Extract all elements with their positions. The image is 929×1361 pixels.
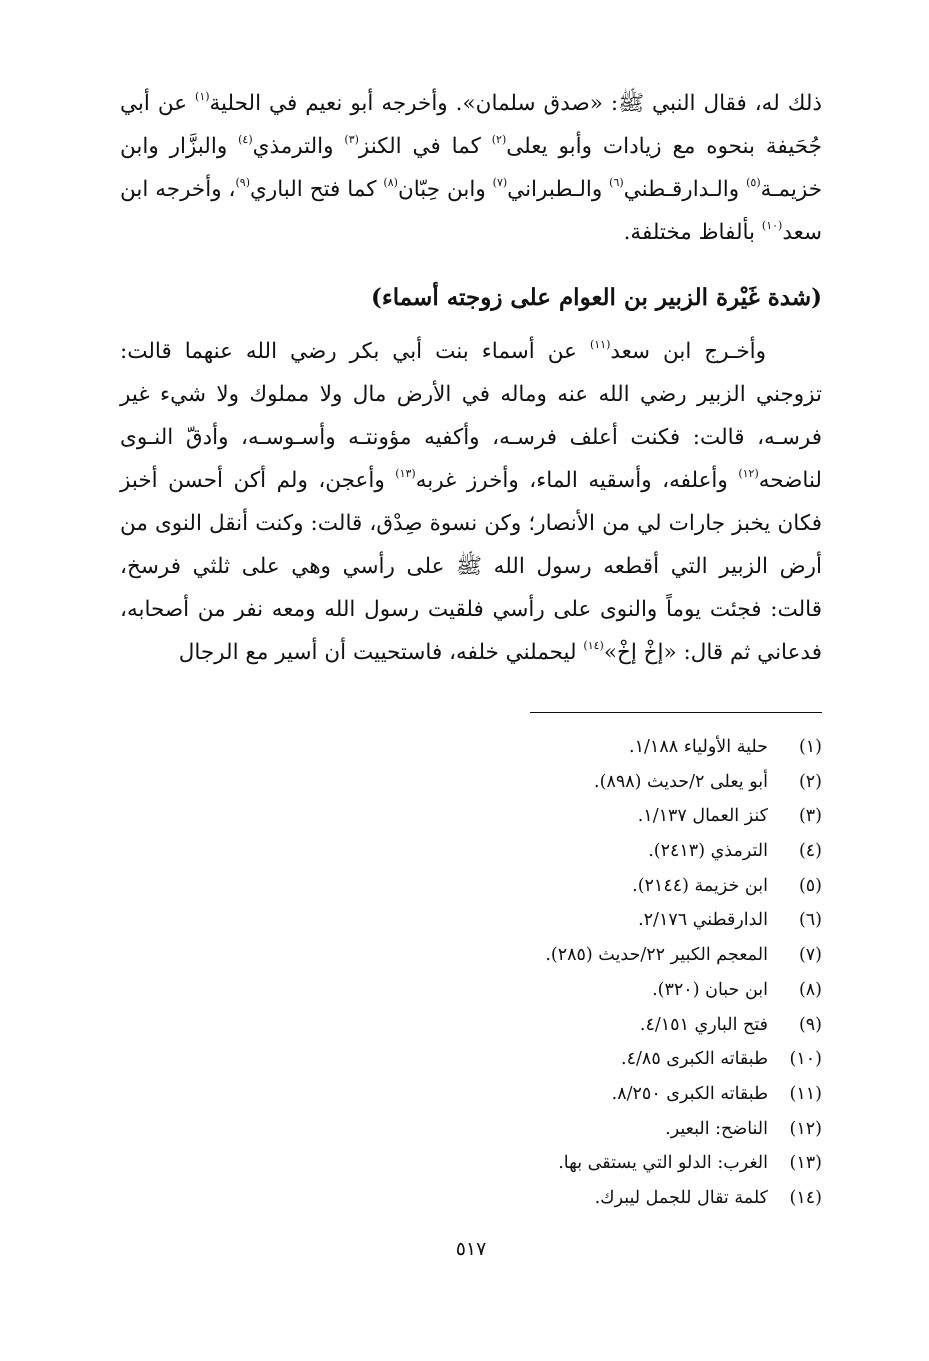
footnote-number: (١) — [798, 737, 822, 757]
footnote-item — [120, 765, 822, 800]
main-text — [120, 82, 822, 674]
footnote-number: (٤) — [798, 841, 822, 862]
footnote-number: (١١) — [789, 1083, 822, 1104]
book-page — [120, 82, 822, 1302]
footnote-item — [120, 1042, 822, 1077]
text-run: وأعجن، ولم أكن أحسن أخبز فكان يخبز جارات لي من الأنصار؛ وكن نسوة صِدْق، قالت: وكنت أنقل النوى من أرض الزبير التي أقطعه رسول الله ﷺ على رأسي وهي على ثلثي فرسخ، قالت: فجئت يوماً والنوى على رأسي فلقيت رسول الله ومعه نفر من أصحابه، فدعاني ثم قال: «إخْ إخْ» — [120, 468, 822, 665]
footnote-text: الناضح: البعير. — [665, 1118, 768, 1139]
footnote-item — [120, 799, 822, 834]
footnote-ref-13: (١٣) — [395, 467, 416, 480]
footnote-number: (١٢) — [789, 1118, 822, 1139]
footnote-ref-5: (٥) — [746, 176, 761, 189]
footnote-number: (٢) — [798, 771, 822, 792]
footnote-ref-3: (٣) — [344, 133, 359, 146]
footnote-item — [120, 834, 822, 869]
footnote-ref-7: (٧) — [492, 176, 508, 189]
footnote-item — [120, 1146, 822, 1181]
text-run: ذلك له، فقال النبي ﷺ: «صدق سلمان». وأخرجه أبو نعيم في الحلية — [209, 91, 822, 116]
footnote-ref-2: (٢) — [491, 133, 507, 146]
footnote-text: ابن خزيمة (٢١٤٤). — [632, 875, 768, 896]
footnote-text: الغرب: الدلو التي يستقى بها. — [558, 1153, 768, 1174]
footnote-ref-6: (٦) — [609, 176, 624, 189]
footnote-number: (٦) — [798, 910, 822, 931]
footnote-text: أبو يعلى ٢/حديث (٨٩٨). — [594, 771, 768, 792]
footnote-number: (٥) — [798, 875, 822, 896]
footnote-item — [120, 903, 822, 938]
text-run: عن أسماء بنت أبي بكر رضي الله عنهما قالت: تزوجني الزبير رضي الله عنه وماله في الأرض مال ولا مملوك ولا شيء غير فرسـه، قالت: فكنت أعلف فرسـه، وأكفيه مؤونتـه وأسـوسـه، وأدقّ النـوى لناضحه — [120, 339, 822, 493]
footnotes-list — [120, 730, 822, 1216]
footnote-item — [120, 1008, 822, 1043]
footnote-separator — [530, 712, 822, 713]
footnote-text: فتح الباري ٤/١٥١. — [639, 1014, 768, 1035]
text-run: وابن حِبّان — [397, 177, 493, 202]
text-run: ، وأخرجه ابن سعد — [120, 177, 822, 245]
paragraph-1 — [120, 82, 822, 254]
text-run: وأخـرج ابن سعد — [610, 339, 766, 364]
page-number: ٥١٧ — [455, 1238, 487, 1260]
footnote-text: طبقاته الكبرى ٤/٨٥. — [621, 1049, 768, 1070]
text-run: والـطبراني — [507, 177, 610, 202]
section-heading: (شدة غَيْرة الزبير بن العوام على زوجته أسماء) — [371, 284, 822, 311]
footnote-text: طبقاته الكبرى ٨/٢٥٠. — [611, 1083, 768, 1104]
paragraph-2 — [120, 330, 822, 674]
footnote-item — [120, 869, 822, 904]
footnote-number: (١٣) — [789, 1153, 822, 1174]
footnote-ref-4: (٤) — [238, 133, 253, 146]
footnote-item — [120, 1112, 822, 1147]
footnote-ref-11: (١١) — [589, 338, 611, 351]
footnote-text: المعجم الكبير ٢٢/حديث (٢٨٥). — [545, 945, 768, 966]
text-run: ليحملني خلفه، فاستحييت أن أسير مع الرجال — [178, 640, 584, 665]
text-run: والترمذي — [252, 134, 345, 159]
footnote-ref-8: (٨) — [383, 176, 398, 189]
footnote-text: كنز العمال ١/١٣٧. — [637, 806, 768, 827]
footnote-number: (٣) — [798, 806, 822, 827]
footnote-text: الترمذي (٢٤١٣). — [648, 841, 768, 862]
text-run: كما فتح الباري — [249, 177, 384, 202]
text-run: والـدارقـطني — [623, 177, 747, 202]
footnote-item — [120, 730, 822, 765]
footnote-ref-12: (١٢) — [738, 467, 759, 480]
text-run: عن أبي جُحَيفة بنحوه مع زيادات وأبو يعلى — [120, 91, 822, 159]
footnote-item — [120, 938, 822, 973]
footnote-number: (١٠) — [789, 1049, 822, 1070]
footnote-text: ابن حبان (٣٢٠). — [652, 979, 768, 1000]
footnote-ref-14: (١٤) — [583, 639, 604, 652]
footnote-number: (٩) — [798, 1014, 822, 1035]
footnote-number: (٧) — [798, 945, 822, 966]
footnote-text: الدارقطني ٢/١٧٦. — [638, 910, 768, 931]
footnote-item — [120, 1181, 822, 1216]
footnote-item — [120, 1077, 822, 1112]
footnote-number: (١٤) — [789, 1187, 822, 1208]
footnote-number: (٨) — [798, 979, 822, 1000]
footnote-item — [120, 973, 822, 1008]
footnote-ref-9: (٩) — [235, 176, 250, 189]
text-run: وأعلفه، وأسقيه الماء، وأخرز غربه — [415, 468, 739, 493]
text-run: والبزَّار وابن خزيمـة — [120, 134, 823, 202]
text-run: بألفاظ مختلفة. — [623, 220, 762, 245]
footnote-text: حلية الأولياء ١/١٨٨. — [629, 737, 768, 757]
footnote-text: كلمة تقال للجمل ليبرك. — [594, 1187, 768, 1208]
text-run: كما في الكنز — [358, 134, 492, 159]
footnote-ref-1: (١) — [195, 90, 210, 103]
footnote-ref-10: (١٠) — [761, 219, 783, 232]
